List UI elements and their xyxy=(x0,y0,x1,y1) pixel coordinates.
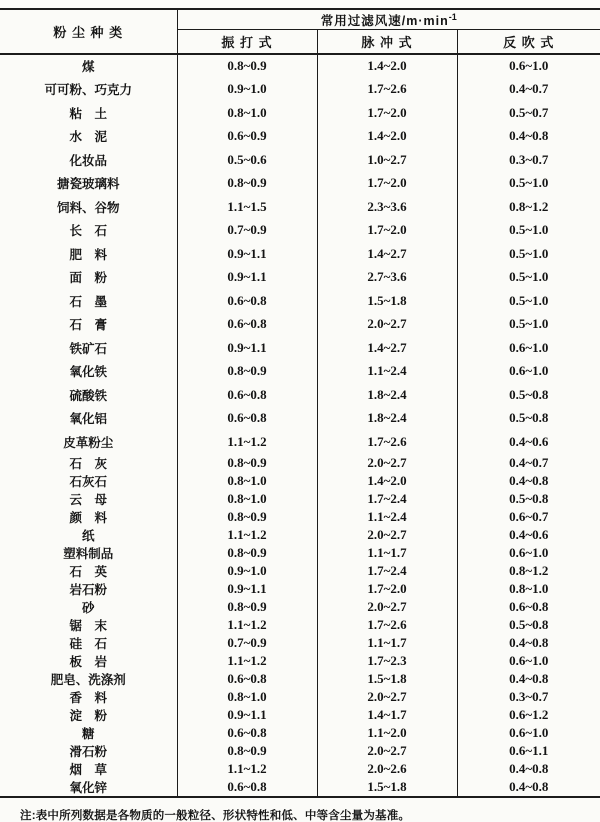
shake-value-cell: 0.6~0.9 xyxy=(227,128,267,144)
pulse-value-cell: 2.7~3.6 xyxy=(317,266,457,290)
dust-name-cell: 长 石 xyxy=(0,219,177,243)
reverse-value-cell: 0.5~0.8 xyxy=(457,407,600,431)
dust-name-cell: 淀 粉 xyxy=(0,706,177,724)
reverse-value-cell: 0.3~0.7 xyxy=(457,688,600,706)
pulse-value-cell: 1.5~1.8 xyxy=(317,670,457,688)
dust-name-cell: 硅 石 xyxy=(0,634,177,652)
shake-value-cell: 0.8~1.0 xyxy=(227,104,267,120)
table-row xyxy=(0,219,600,243)
table-row xyxy=(0,313,600,337)
col-header-filter-speed xyxy=(177,9,600,30)
shake-value-cell: 0.6~0.8 xyxy=(227,410,267,426)
shake-value-cell: 1.1~1.5 xyxy=(227,198,267,214)
table-row xyxy=(0,652,600,670)
shake-value-cell: 0.8~0.9 xyxy=(227,58,267,74)
table-row xyxy=(0,101,600,125)
pulse-value-cell: 1.8~2.4 xyxy=(317,383,457,407)
reverse-value-cell: 0.4~0.7 xyxy=(457,454,600,472)
reverse-value-cell: 0.8~1.0 xyxy=(457,580,600,598)
table-row xyxy=(0,172,600,196)
shake-value-cell: 0.9~1.1 xyxy=(227,339,267,355)
pulse-value-cell: 2.0~2.7 xyxy=(317,454,457,472)
filter-speed-unit-label: 常用过滤风速/m·min xyxy=(320,13,449,28)
reverse-value-cell: 0.5~0.7 xyxy=(457,101,600,125)
shake-value-cell: 0.8~1.0 xyxy=(227,472,267,488)
table-row xyxy=(0,670,600,688)
table-row xyxy=(0,430,600,454)
table-row xyxy=(0,454,600,472)
table-row xyxy=(0,242,600,266)
pulse-value-cell: 1.1~1.7 xyxy=(317,634,457,652)
reverse-value-cell: 0.5~0.8 xyxy=(457,490,600,508)
col-header-pulse-type: 脉 冲 式 xyxy=(317,30,457,55)
dust-name-cell: 氧化铁 xyxy=(0,360,177,384)
shake-value-cell: 0.5~0.6 xyxy=(227,151,267,167)
dust-name-cell: 肥 料 xyxy=(0,242,177,266)
reverse-value-cell: 0.4~0.8 xyxy=(457,778,600,797)
dust-name-cell: 烟 草 xyxy=(0,760,177,778)
dust-name-cell: 石 墨 xyxy=(0,289,177,313)
dust-name-cell: 面 粉 xyxy=(0,266,177,290)
dust-name-cell: 饲料、谷物 xyxy=(0,195,177,219)
table-row xyxy=(0,580,600,598)
pulse-value-cell: 2.3~3.6 xyxy=(317,195,457,219)
table-header xyxy=(0,9,600,54)
pulse-value-cell: 1.1~2.4 xyxy=(317,360,457,384)
dust-name-cell: 滑石粉 xyxy=(0,742,177,760)
shake-value-cell: 1.1~1.2 xyxy=(227,760,267,776)
pulse-value-cell: 1.7~2.0 xyxy=(317,172,457,196)
pulse-value-cell: 1.1~2.4 xyxy=(317,508,457,526)
table-row xyxy=(0,688,600,706)
pulse-value-cell: 1.4~2.7 xyxy=(317,336,457,360)
shake-value-cell: 0.6~0.8 xyxy=(227,724,267,740)
shake-value-cell: 0.9~1.1 xyxy=(227,580,267,596)
pulse-value-cell: 1.7~2.4 xyxy=(317,562,457,580)
table-footnote: 注:表中所列数据是各物质的一般粒径、形状特性和低、中等含尘量为基准。 xyxy=(20,809,411,822)
shake-value-cell: 0.9~1.1 xyxy=(227,245,267,261)
table-row xyxy=(0,778,600,797)
table-row xyxy=(0,125,600,149)
shake-value-cell: 0.8~0.9 xyxy=(227,598,267,614)
table-row xyxy=(0,407,600,431)
shake-value-cell: 0.7~0.9 xyxy=(227,222,267,238)
reverse-value-cell: 0.5~0.8 xyxy=(457,616,600,634)
table-row xyxy=(0,289,600,313)
pulse-value-cell: 1.4~2.0 xyxy=(317,472,457,490)
shake-value-cell: 0.8~0.9 xyxy=(227,454,267,470)
reverse-value-cell: 0.5~1.0 xyxy=(457,266,600,290)
shake-value-cell: 1.1~1.2 xyxy=(227,526,267,542)
reverse-value-cell: 0.6~1.2 xyxy=(457,706,600,724)
reverse-value-cell: 0.8~1.2 xyxy=(457,195,600,219)
pulse-value-cell: 1.1~1.7 xyxy=(317,544,457,562)
dust-name-cell: 锯 末 xyxy=(0,616,177,634)
reverse-value-cell: 0.3~0.7 xyxy=(457,148,600,172)
pulse-value-cell: 2.0~2.7 xyxy=(317,598,457,616)
shake-value-cell: 0.9~1.0 xyxy=(227,81,267,97)
reverse-value-cell: 0.6~1.0 xyxy=(457,652,600,670)
shake-value-cell: 0.8~0.9 xyxy=(227,508,267,524)
table-row xyxy=(0,266,600,290)
shake-value-cell: 1.1~1.2 xyxy=(227,616,267,632)
reverse-value-cell: 0.4~0.8 xyxy=(457,634,600,652)
reverse-value-cell: 0.6~1.0 xyxy=(457,724,600,742)
table-row xyxy=(0,195,600,219)
reverse-value-cell: 0.6~1.0 xyxy=(457,54,600,78)
shake-value-cell: 0.6~0.8 xyxy=(227,316,267,332)
shake-value-cell: 0.6~0.8 xyxy=(227,670,267,686)
table-row xyxy=(0,526,600,544)
dust-name-cell: 塑料制品 xyxy=(0,544,177,562)
reverse-value-cell: 0.5~1.0 xyxy=(457,219,600,243)
dust-name-cell: 硫酸铁 xyxy=(0,383,177,407)
dust-name-cell: 砂 xyxy=(0,598,177,616)
table-row xyxy=(0,383,600,407)
pulse-value-cell: 1.5~1.8 xyxy=(317,778,457,797)
shake-value-cell: 0.9~1.0 xyxy=(227,562,267,578)
dust-name-cell: 氧化铝 xyxy=(0,407,177,431)
dust-name-cell: 皮革粉尘 xyxy=(0,430,177,454)
shake-value-cell: 1.1~1.2 xyxy=(227,652,267,668)
table-body xyxy=(0,54,600,797)
reverse-value-cell: 0.4~0.8 xyxy=(457,125,600,149)
shake-value-cell: 0.6~0.8 xyxy=(227,386,267,402)
col-header-shaking-type: 振 打 式 xyxy=(177,30,317,55)
pulse-value-cell: 1.7~2.3 xyxy=(317,652,457,670)
dust-name-cell: 铁矿石 xyxy=(0,336,177,360)
pulse-value-cell: 2.0~2.7 xyxy=(317,742,457,760)
pulse-value-cell: 2.0~2.7 xyxy=(317,313,457,337)
dust-name-cell: 石灰石 xyxy=(0,472,177,490)
table-row xyxy=(0,54,600,78)
dust-name-cell: 粘 土 xyxy=(0,101,177,125)
reverse-value-cell: 0.4~0.8 xyxy=(457,472,600,490)
reverse-value-cell: 0.6~1.0 xyxy=(457,336,600,360)
pulse-value-cell: 1.4~2.7 xyxy=(317,242,457,266)
reverse-value-cell: 0.4~0.8 xyxy=(457,760,600,778)
shake-value-cell: 0.8~0.9 xyxy=(227,544,267,560)
shake-value-cell: 0.8~0.9 xyxy=(227,363,267,379)
table-row xyxy=(0,706,600,724)
table-row xyxy=(0,148,600,172)
dust-name-cell: 氧化锌 xyxy=(0,778,177,797)
shake-value-cell: 0.8~1.0 xyxy=(227,688,267,704)
reverse-value-cell: 0.5~0.8 xyxy=(457,383,600,407)
shake-value-cell: 0.6~0.8 xyxy=(227,292,267,308)
table-row xyxy=(0,760,600,778)
reverse-value-cell: 0.5~1.0 xyxy=(457,172,600,196)
dust-name-cell: 石 英 xyxy=(0,562,177,580)
pulse-value-cell: 1.7~2.0 xyxy=(317,101,457,125)
table-row xyxy=(0,544,600,562)
col-header-dust-type: 粉 尘 种 类 xyxy=(0,9,177,54)
pulse-value-cell: 1.4~1.7 xyxy=(317,706,457,724)
shake-value-cell: 0.9~1.1 xyxy=(227,706,267,722)
table-row xyxy=(0,336,600,360)
table-row xyxy=(0,616,600,634)
reverse-value-cell: 0.4~0.6 xyxy=(457,526,600,544)
shake-value-cell: 0.7~0.9 xyxy=(227,634,267,650)
reverse-value-cell: 0.6~0.7 xyxy=(457,508,600,526)
pulse-value-cell: 1.5~1.8 xyxy=(317,289,457,313)
table-row xyxy=(0,490,600,508)
dust-name-cell: 纸 xyxy=(0,526,177,544)
reverse-value-cell: 0.6~1.1 xyxy=(457,742,600,760)
dust-name-cell: 岩石粉 xyxy=(0,580,177,598)
reverse-value-cell: 0.6~0.8 xyxy=(457,598,600,616)
dust-name-cell: 颜 料 xyxy=(0,508,177,526)
header-row-top xyxy=(0,9,600,30)
reverse-value-cell: 0.4~0.6 xyxy=(457,430,600,454)
shake-value-cell: 0.6~0.8 xyxy=(227,778,267,794)
reverse-value-cell: 0.5~1.0 xyxy=(457,289,600,313)
dust-name-cell: 化妆品 xyxy=(0,148,177,172)
shake-value-cell: 0.8~0.9 xyxy=(227,742,267,758)
table-row xyxy=(0,508,600,526)
pulse-value-cell: 1.7~2.0 xyxy=(317,219,457,243)
table-row xyxy=(0,472,600,490)
reverse-value-cell: 0.6~1.0 xyxy=(457,544,600,562)
pulse-value-cell: 2.0~2.7 xyxy=(317,688,457,706)
dust-name-cell: 可可粉、巧克力 xyxy=(0,78,177,102)
pulse-value-cell: 1.0~2.7 xyxy=(317,148,457,172)
pulse-value-cell: 1.1~2.0 xyxy=(317,724,457,742)
dust-name-cell: 石 灰 xyxy=(0,454,177,472)
dust-name-cell: 香 料 xyxy=(0,688,177,706)
dust-name-cell: 板 岩 xyxy=(0,652,177,670)
dust-filter-speed-table xyxy=(0,8,600,798)
table-row xyxy=(0,360,600,384)
shake-value-cell: 1.1~1.2 xyxy=(227,433,267,449)
pulse-value-cell: 2.0~2.6 xyxy=(317,760,457,778)
reverse-value-cell: 0.5~1.0 xyxy=(457,313,600,337)
table-row xyxy=(0,724,600,742)
dust-name-cell: 云 母 xyxy=(0,490,177,508)
reverse-value-cell: 0.5~1.0 xyxy=(457,242,600,266)
filter-speed-unit-exponent: -1 xyxy=(448,11,457,22)
reverse-value-cell: 0.8~1.2 xyxy=(457,562,600,580)
shake-value-cell: 0.8~0.9 xyxy=(227,175,267,191)
pulse-value-cell: 1.7~2.6 xyxy=(317,78,457,102)
shake-value-cell: 0.8~1.0 xyxy=(227,490,267,506)
pulse-value-cell: 2.0~2.7 xyxy=(317,526,457,544)
table-row xyxy=(0,598,600,616)
table-row xyxy=(0,742,600,760)
dust-name-cell: 糖 xyxy=(0,724,177,742)
dust-name-cell: 煤 xyxy=(0,54,177,78)
pulse-value-cell: 1.4~2.0 xyxy=(317,54,457,78)
reverse-value-cell: 0.4~0.8 xyxy=(457,670,600,688)
col-header-reverse-blow-type: 反 吹 式 xyxy=(457,30,600,55)
table-row xyxy=(0,78,600,102)
dust-name-cell: 水 泥 xyxy=(0,125,177,149)
pulse-value-cell: 1.7~2.6 xyxy=(317,616,457,634)
table-row xyxy=(0,634,600,652)
dust-name-cell: 石 膏 xyxy=(0,313,177,337)
shake-value-cell: 0.9~1.1 xyxy=(227,269,267,285)
pulse-value-cell: 1.8~2.4 xyxy=(317,407,457,431)
dust-name-cell: 搪瓷玻璃料 xyxy=(0,172,177,196)
pulse-value-cell: 1.4~2.0 xyxy=(317,125,457,149)
reverse-value-cell: 0.4~0.7 xyxy=(457,78,600,102)
table-row xyxy=(0,562,600,580)
pulse-value-cell: 1.7~2.0 xyxy=(317,580,457,598)
pulse-value-cell: 1.7~2.6 xyxy=(317,430,457,454)
dust-name-cell: 肥皂、洗涤剂 xyxy=(0,670,177,688)
pulse-value-cell: 1.7~2.4 xyxy=(317,490,457,508)
reverse-value-cell: 0.6~1.0 xyxy=(457,360,600,384)
